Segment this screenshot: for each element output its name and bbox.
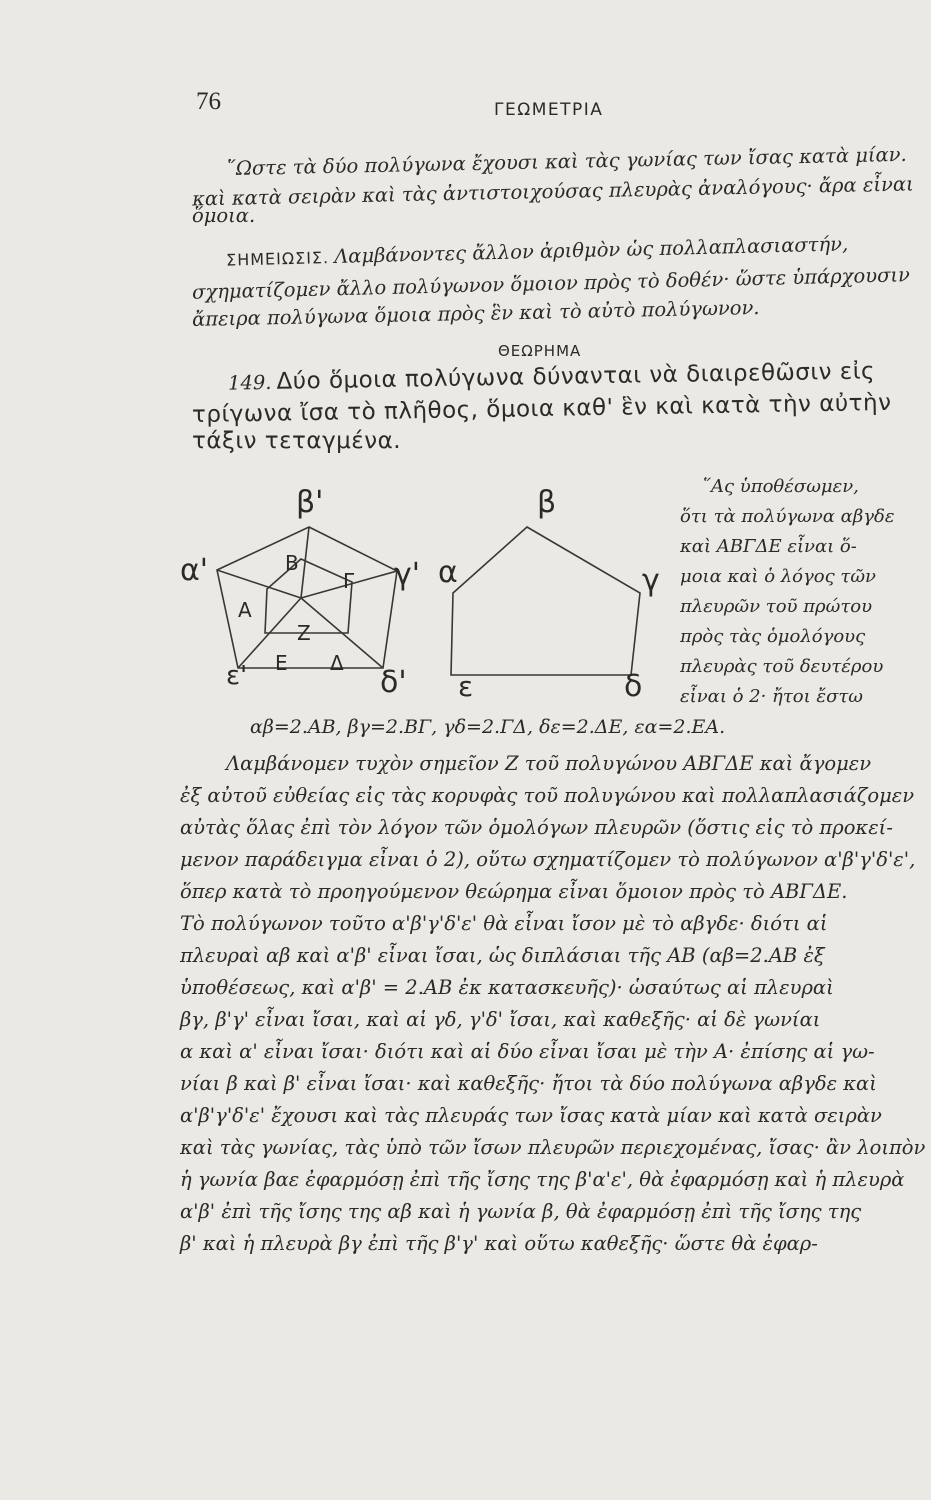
intro-line-3: ὅμοια.	[192, 204, 256, 227]
remark-line-2: σχηματίζομεν ἄλλο πολύγωνον ὅμοιον πρὸς τὸ δοθέν· ὥστε ὑπάρχουσιν	[191, 263, 911, 304]
equation-line: αβ=2.ΑΒ, βγ=2.ΒΓ, γδ=2.ΓΔ, δε=2.ΔΕ, εα=2.ΕΑ.	[250, 716, 726, 738]
body-line-10: α καὶ α' εἶναι ἴσαι· διότι καὶ αἱ δύο εἶναι ἴσαι μὲ τὴν Α· ἐπίσης αἱ γω-	[180, 1040, 875, 1063]
label-a-prime: α'	[180, 553, 209, 588]
body-line-1: Λαμβάνομεν τυχὸν σημεῖον Ζ τοῦ πολυγώνου ΑΒΓΔΕ καὶ ἄγομεν	[226, 752, 872, 775]
body-line-9: βγ, β'γ' εἶναι ἴσαι, καὶ αἱ γδ, γ'δ' ἴσαι, καὶ καθεξῆς· αἱ δὲ γωνίαι	[180, 1008, 821, 1031]
side-line-8: εἶναι ὁ 2· ἤτοι ἔστω	[680, 686, 863, 707]
label-Z: Ζ	[297, 621, 311, 645]
body-line-2: ἐξ αὐτοῦ εὐθείας εἰς τὰς κορυφὰς τοῦ πολυγώνου καὶ πολλαπλασιάζομεν	[180, 784, 915, 807]
body-line-8: ὑποθέσεως, καὶ α'β' = 2.ΑΒ ἐκ κατασκευῆς)· ὡσαύτως αἱ πλευραὶ	[180, 976, 834, 999]
body-line-13: καὶ τὰς γωνίας, τὰς ὑπὸ τῶν ἴσων πλευρῶν περιεχομένας, ἴσας· ἂν λοιπὸν	[180, 1136, 926, 1159]
intro-line-1: ῞Ωστε τὰ δύο πολύγωνα ἔχουσι καὶ τὰς γωνίας των ἴσας κατὰ μίαν.	[225, 142, 907, 181]
label-G: Γ	[343, 569, 355, 593]
label-g-prime: γ'	[394, 557, 421, 592]
label-a: α	[438, 555, 458, 590]
side-line-7: πλευρὰς τοῦ δευτέρου	[680, 656, 884, 677]
label-D: Δ	[330, 651, 344, 675]
theorem-number: 149.	[227, 370, 272, 395]
label-A: Α	[238, 598, 252, 622]
theorem-line-3: τάξιν τεταγμένα.	[192, 428, 402, 454]
side-line-4: μοια καὶ ὁ λόγος τῶν	[680, 566, 876, 587]
label-b: β	[537, 485, 557, 520]
body-line-12: α'β'γ'δ'ε' ἔχουσι καὶ τὰς πλευράς των ἴσας κατὰ μίαν καὶ κατὰ σειρὰν	[180, 1104, 882, 1127]
label-e-prime: ε'	[226, 661, 248, 691]
intro-line-2: καὶ κατὰ σειρὰν καὶ τὰς ἀντιστοιχούσας πλευρὰς ἀναλόγους· ἄρα εἶναι	[191, 172, 914, 211]
side-line-5: πλευρῶν τοῦ πρώτου	[680, 596, 873, 617]
body-line-3: αὐτὰς ὅλας ἐπὶ τὸν λόγον τῶν ὁμολόγων πλευρῶν (ὅστις εἰς τὸ προκεί-	[180, 816, 893, 839]
body-line-14: ἡ γωνία βαε ἐφαρμόσῃ ἐπὶ τῆς ἴσης της β'α'ε', θὰ ἐφαρμόσῃ καὶ ἡ πλευρὰ	[180, 1168, 905, 1191]
remark-text-1: Λαμβάνοντες ἄλλον ἀριθμὸν ὡς πολλαπλασιαστήν,	[333, 232, 849, 268]
side-line-2: ὅτι τὰ πολύγωνα αβγδε	[680, 506, 895, 527]
running-head: ΓΕΩΜΕΤΡΙΑ	[494, 100, 604, 120]
remark-line-3: ἄπειρα πολύγωνα ὅμοια πρὸς ἓν καὶ τὸ αὐτὸ πολύγωνον.	[191, 296, 760, 331]
label-g: γ	[642, 563, 660, 598]
label-d-prime: δ'	[380, 665, 407, 700]
page-number: 76	[196, 88, 221, 115]
label-E: Ε	[275, 651, 288, 675]
body-line-15: α'β' ἐπὶ τῆς ἴσης της αβ καὶ ἡ γωνία β, θὰ ἐφαρμόσῃ ἐπὶ τῆς ἴσης της	[180, 1200, 862, 1223]
theorem-heading: ΘΕΩΡΗΜΑ	[498, 342, 582, 360]
label-b-prime: β'	[296, 485, 324, 520]
remark-label: ΣΗΜΕΙΩΣΙΣ.	[225, 248, 330, 270]
body-line-16: β' καὶ ἡ πλευρὰ βγ ἐπὶ τῆς β'γ' καὶ οὕτω καθεξῆς· ὥστε θὰ ἐφαρ-	[180, 1232, 818, 1255]
pentagon-figure	[180, 470, 670, 720]
body-line-11: νίαι β καὶ β' εἶναι ἴσαι· καὶ καθεξῆς· ἤτοι τὰ δύο πολύγωνα αβγδε καὶ	[180, 1072, 877, 1095]
body-line-5: ὅπερ κατὰ τὸ προηγούμενον θεώρημα εἶναι ὅμοιον πρὸς τὸ ΑΒΓΔΕ.	[180, 880, 848, 903]
theorem-text-1: Δύο ὅμοια πολύγωνα δύνανται νὰ διαιρεθῶσιν εἰς	[276, 358, 876, 395]
body-line-7: πλευραὶ αβ καὶ α'β' εἶναι ἴσαι, ὡς διπλάσιαι τῆς ΑΒ (αβ=2.ΑΒ ἐξ	[180, 944, 825, 967]
remark-line-1	[226, 232, 849, 270]
side-line-3: καὶ ΑΒΓΔΕ εἶναι ὅ-	[680, 536, 857, 557]
theorem-line-2: τρίγωνα ἴσα τὸ πλῆθος, ὅμοια καθ' ἓν καὶ κατὰ τὴν αὐτὴν	[191, 389, 892, 429]
label-B: Β	[285, 551, 299, 575]
body-line-6: Τὸ πολύγωνον τοῦτο α'β'γ'δ'ε' θὰ εἶναι ἴσον μὲ τὸ αβγδε· διότι αἱ	[180, 912, 828, 935]
body-line-4: μενον παράδειγμα εἶναι ὁ 2), οὕτω σχηματίζομεν τὸ πολύγωνον α'β'γ'δ'ε',	[180, 848, 916, 871]
theorem-line-1	[228, 358, 875, 395]
label-d: δ	[624, 669, 643, 704]
label-e: ε	[458, 670, 474, 703]
side-line-1: ῞Ας ὑποθέσωμεν,	[702, 476, 859, 497]
side-line-6: πρὸς τὰς ὁμολόγους	[680, 626, 866, 647]
